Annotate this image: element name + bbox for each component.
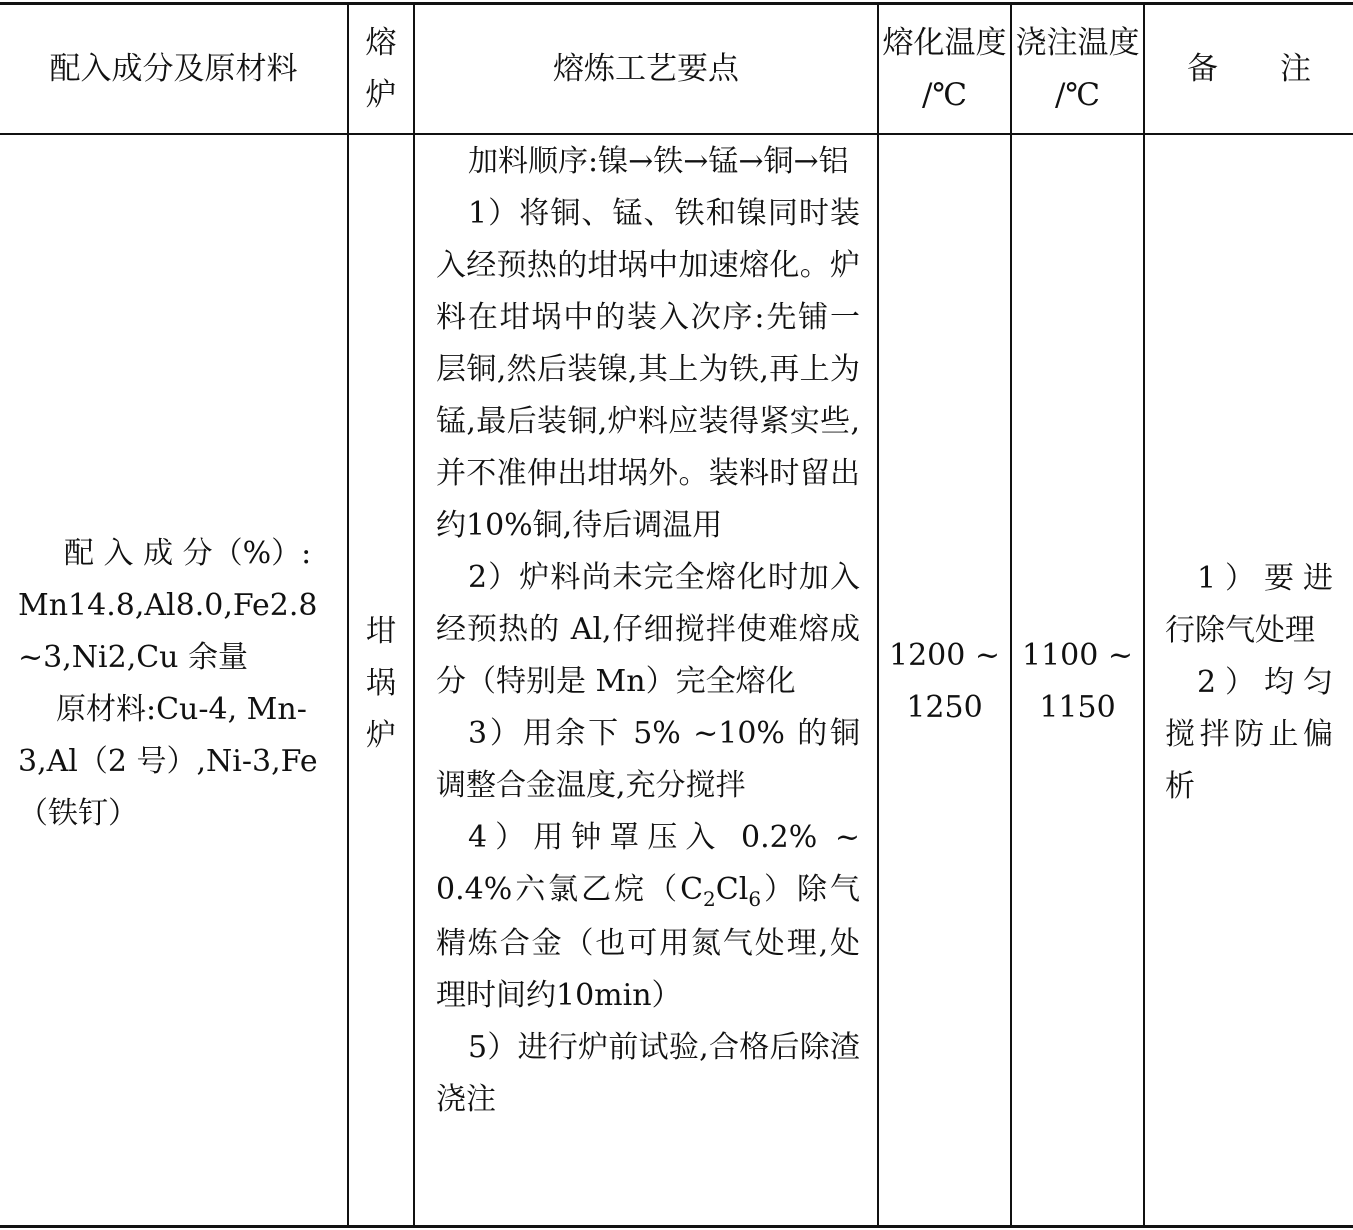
melt-temp-line2: 1250 [906,690,983,725]
cell-pour-temp [1012,630,1143,734]
composition-line: 配 入 成 分（%）: [64,536,312,571]
process-p4-mid: Cl [715,872,749,907]
composition-line: Mn14.8,Al8.0,Fe2.8 [18,588,318,623]
composition-line: ~3,Ni2,Cu 余量 [18,640,249,675]
col-divider-5 [1143,4,1145,1226]
process-p4-after: ）除气精炼合金（也可用氮气处理,处理时间约10min） [436,872,861,1013]
header-pour-temp [1012,5,1143,133]
remark-item: 2）均匀搅拌防止偏析 [1165,665,1333,804]
process-paragraph-4 [436,812,860,1022]
melt-temp-line1: 1200 ~ [888,638,1001,673]
pour-temp-line2: 1150 [1039,690,1116,725]
cell-process [436,136,860,1126]
cell-composition [18,528,336,840]
bottom-border [0,1225,1353,1228]
cell-remarks [1165,553,1333,813]
header-melt-temp-line1: 熔化温度 [882,25,1007,61]
header-pour-temp-line2: /℃ [1054,77,1101,113]
process-paragraph: 5）进行炉前试验,合格后除渣浇注 [436,1030,860,1117]
header-divider [0,133,1353,135]
formula-subscript-2: 6 [748,887,762,911]
header-remarks-label: 备 注 [1187,51,1311,87]
header-remarks [1145,5,1353,133]
process-paragraph: 3）用余下 5% ~10% 的铜调整合金温度,充分搅拌 [436,716,860,803]
remark-item: 1）要进行除气处理 [1165,561,1333,648]
composition-line: （铁钉） [18,796,138,831]
process-paragraph: 2）炉料尚未完全熔化时加入经预热的 Al,仔细搅拌使难熔成分（特别是 Mn）完全熔化 [436,560,860,699]
header-pour-temp-line1: 浇注温度 [1015,25,1140,61]
col-divider-3 [877,4,879,1226]
process-paragraph: 1）将铜、锰、铁和镍同时装入经预热的坩埚中加速熔化。炉料在坩埚中的装入次序:先铺一层铜,然后装镍,其上为铁,再上为锰,最后装铜,炉料应装得紧实些,并不准伸出坩埚外。装料时留出约10%铜,待后调温用 [436,196,860,543]
formula-subscript-1: 2 [703,887,716,911]
process-paragraph: 加料顺序:镍→铁→锰→铜→铝 [468,144,849,179]
col-divider-2 [413,4,415,1226]
col-divider-4 [1010,4,1012,1226]
composition-line: 原材料:Cu-4, Mn- [56,692,307,727]
cell-melt-temp [879,630,1010,734]
header-composition-label: 配入成分及原材料 [49,51,298,87]
furnace-value: 坩埚炉 [366,614,396,753]
header-furnace [349,5,413,133]
process-p4-before: 4）用钟罩压入 0.2% ~ 0.4%六氯乙烷（C [436,820,860,907]
header-furnace-label: 熔炉 [365,25,397,113]
header-composition [0,5,347,133]
header-process-label: 熔炼工艺要点 [553,51,739,87]
header-process [415,5,877,133]
cell-furnace [349,606,413,762]
header-melt-temp [879,5,1010,133]
pour-temp-line1: 1100 ~ [1021,638,1134,673]
composition-line: 3,Al（2 号）,Ni-3,Fe [18,744,318,779]
header-melt-temp-line2: /℃ [921,77,968,113]
